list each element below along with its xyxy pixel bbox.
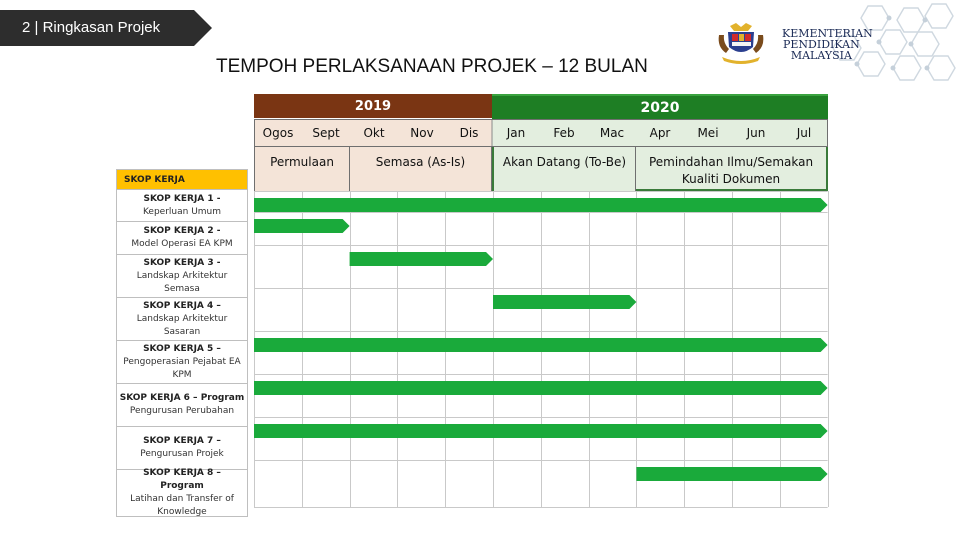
scope-desc: Pengurusan Perubahan xyxy=(129,406,235,416)
gantt-bar-scope-2 xyxy=(254,219,350,233)
section-tag xyxy=(0,10,212,46)
scope-title: SKOP KERJA 8 – Program xyxy=(143,468,221,491)
scope-label-4 xyxy=(116,298,248,341)
ministry-crest-icon xyxy=(716,23,766,65)
ministry-line: KEMENTERIAN xyxy=(782,27,873,40)
page-title: TEMPOH PERLAKSANAAN PROJEK – 12 BULAN xyxy=(216,56,648,77)
scope-desc: Model Operasi EA KPM xyxy=(131,239,233,249)
month-jun: Jun xyxy=(746,126,766,140)
year-header-2019: 2019 xyxy=(254,94,492,118)
scope-label-3 xyxy=(116,255,248,298)
scope-desc: Pengoperasian Pejabat EA KPM xyxy=(123,356,241,380)
scope-title: SKOP KERJA 4 – xyxy=(143,300,221,311)
scope-desc: Keperluan Umum xyxy=(142,206,222,217)
gantt-bar-scope-7 xyxy=(254,424,828,438)
scope-label-2 xyxy=(116,222,248,255)
scope-desc: Landskap Arkitektur Semasa xyxy=(136,270,228,294)
gantt-bar-scope-4 xyxy=(493,295,636,309)
ministry-line: MALAYSIA xyxy=(790,49,852,62)
ministry-line: PENDIDIKAN xyxy=(783,38,860,51)
gantt-grid xyxy=(254,191,830,517)
gantt-bar-scope-3 xyxy=(350,252,493,266)
scope-title: SKOP KERJA 5 – xyxy=(143,343,221,354)
scope-desc: Landskap Arkitektur Sasaran xyxy=(136,313,228,337)
year-header-2020: 2020 xyxy=(492,94,828,120)
month-row xyxy=(254,119,828,147)
scope-title: SKOP KERJA 2 - xyxy=(143,226,221,236)
ministry-name xyxy=(770,28,873,61)
gantt-bar-scope-5 xyxy=(254,338,828,352)
scope-label-5 xyxy=(116,341,248,384)
scope-title: SKOP KERJA 3 - xyxy=(143,257,221,268)
month-sept: Sept xyxy=(312,126,340,140)
month-ogos: Ogos xyxy=(262,126,294,140)
scope-label-1 xyxy=(116,190,248,222)
phase-permulaan: Permulaan xyxy=(254,147,350,191)
month-mei: Mei xyxy=(697,126,719,140)
scope-title: SKOP KERJA 6 – Program xyxy=(119,393,245,403)
gantt-bar-scope-1 xyxy=(254,198,828,212)
month-jul: Jul xyxy=(796,126,812,140)
month-dis: Dis xyxy=(459,126,479,140)
month-apr: Apr xyxy=(649,126,671,140)
month-feb: Feb xyxy=(553,126,575,140)
month-jan: Jan xyxy=(506,126,526,140)
scope-desc: Latihan dan Transfer of Knowledge xyxy=(130,494,234,517)
scope-label-7 xyxy=(116,427,248,470)
month-okt: Okt xyxy=(363,126,385,140)
scope-title: SKOP KERJA 7 – xyxy=(143,436,221,446)
scope-desc: Pengurusan Projek xyxy=(140,449,224,459)
scope-label-6 xyxy=(116,384,248,427)
section-tag-label: 2 | Ringkasan Projek xyxy=(22,19,161,36)
scope-header: SKOP KERJA xyxy=(116,169,248,190)
phase-akan-datang: Akan Datang (To-Be) xyxy=(492,147,636,191)
scope-label-column xyxy=(116,169,248,517)
scope-label-8 xyxy=(116,470,248,517)
gantt-bar-scope-8 xyxy=(636,467,827,481)
scope-title: SKOP KERJA 1 - xyxy=(143,193,221,204)
month-nov: Nov xyxy=(410,126,434,140)
month-mac: Mac xyxy=(599,126,625,140)
gantt-bar-scope-6 xyxy=(254,381,828,395)
phase-semasa: Semasa (As-Is) xyxy=(350,147,492,191)
phase-pemindahan-ilmu: Pemindahan Ilmu/Semakan Kualiti Dokumen xyxy=(636,147,828,191)
